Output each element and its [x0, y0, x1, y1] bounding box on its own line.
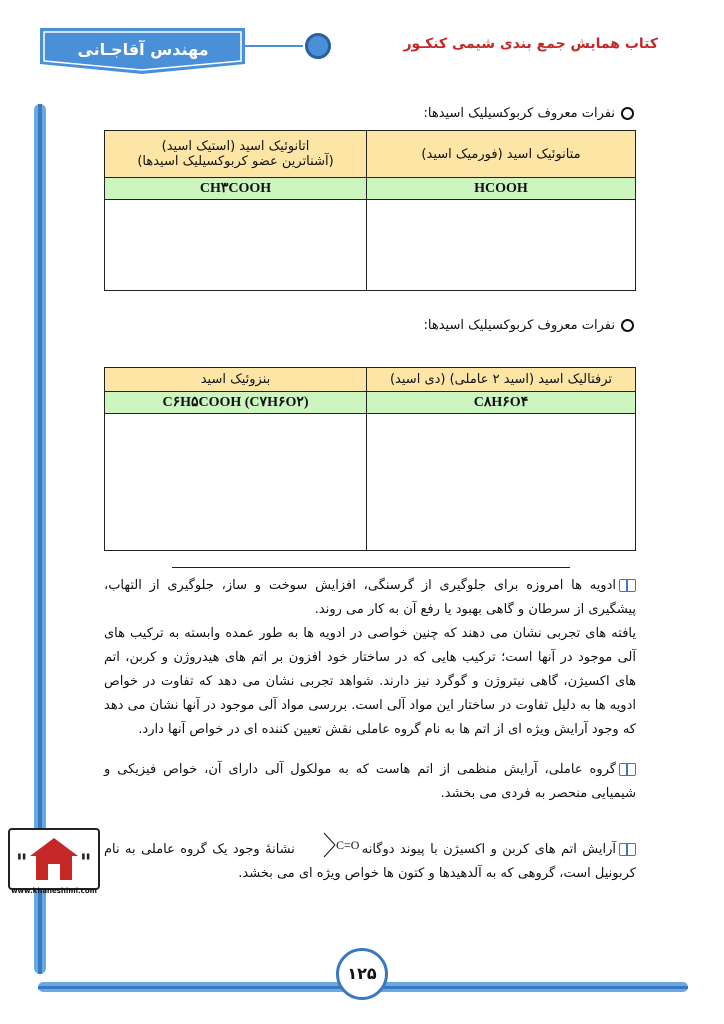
- paragraph-carbonyl: [104, 838, 636, 886]
- paragraph-functional-group: [104, 758, 636, 806]
- table2-formula-terephthalic: C۸H۶O۴: [367, 392, 636, 414]
- book-icon: [619, 843, 636, 856]
- table1-header-ethanoic: [105, 131, 367, 178]
- section1-table: [104, 130, 636, 291]
- page-number: ۱۲۵: [336, 948, 388, 1000]
- header-divider: [245, 45, 303, 47]
- svg-text:": ": [80, 851, 92, 876]
- book-title: کتاب همایش جمع بندی شیمی کنکـور: [403, 36, 658, 52]
- paragraph-functional-group-text: گروه عاملی، آرایش منظمی از اتم هاست که به مولکول آلی دارای آن، خواص فیزیکی و شیمیایی منحصر به فردی می بخشد.: [104, 762, 636, 801]
- section2-heading-text: نفرات معروف کربوکسیلیک اسیدها:: [423, 318, 615, 333]
- book-icon: [619, 579, 636, 592]
- table2-structure-cell-benzoic: [105, 414, 367, 551]
- paragraph-findings: یافته های تجربی نشان می دهند که چنین خواصی در ادویه ها به طور عمده وابسته به ترکیب های آلی موجود در آنها است؛ ترکیب هایی که در ساختار خود افزون بر اتم های هیدروژن و کربن، اتم های اکسیژن، گاهی نیتروژن و گوگرد نیز دارند. شواهد تجربی نشان می دهد که تفاوت در خواص ادویه ها به دلیل تفاوت در ساختار این مواد آلی است. بررسی مواد آلی موجود در آنها نشان می دهد که وجود آرایش ویژه ای از اتم ها به نام گروه عاملی نقش تعیین کننده ای در خواص آنها دارد.: [104, 626, 636, 737]
- section2-heading: [424, 318, 635, 333]
- table1-header-ethanoic-line2: (آشناترین عضو کربوکسیلیک اسیدها): [137, 154, 334, 169]
- table2-header-benzoic: بنزوئیک اسید: [105, 368, 367, 392]
- table2-header-terephthalic: ترفتالیک اسید (اسید ۲ عاملی) (دی اسید): [367, 368, 636, 392]
- bullet-ring-icon: [621, 319, 634, 332]
- section2-table: [104, 367, 636, 551]
- table1-header-methanoic: متانوئیک اسید (فورمیک اسید): [367, 131, 636, 178]
- table1-structure-cell-methanoic: [367, 200, 636, 291]
- svg-text:": ": [16, 851, 28, 876]
- author-badge-label: مهندس آقاجـانی: [77, 40, 209, 59]
- table2-formula-benzoic: C۶H۵COOH (C۷H۶O۲): [105, 392, 367, 414]
- header-circle-ornament: [305, 33, 331, 59]
- table1-formula-methanoic: HCOOH: [367, 178, 636, 200]
- table1-header-ethanoic-line1: اتانوئیک اسید (استیک اسید): [161, 139, 310, 154]
- table2-structure-cell-terephthalic: [367, 414, 636, 551]
- table1-structure-cell-ethanoic: [105, 200, 367, 291]
- table1-formula-ethanoic: CH۳COOH: [105, 178, 367, 200]
- bullet-ring-icon: [621, 107, 634, 120]
- section-separator: [172, 567, 570, 568]
- paragraph-spices: [104, 574, 636, 622]
- site-logo: [8, 828, 100, 890]
- carbonyl-structure-drawing: [322, 830, 370, 860]
- section1-heading: [424, 106, 635, 121]
- paragraph-carbonyl-text1: آرایش اتم های کربن و اکسیژن با پیوند دوگانه: [361, 842, 616, 857]
- site-url: www.khaneshimi.com: [11, 887, 97, 895]
- paragraph-carbonyl-text2: نشانهٔ وجود یک گروه عاملی به نام کربونیل است، گروهی که به آلدهیدها و کتون ها خواص ویژه ای می بخشد.: [104, 842, 636, 881]
- carbonyl-label: C=O: [336, 838, 360, 852]
- paragraph-spices-text: ادویه ها امروزه برای جلوگیری از گرسنگی، افزایش سوخت و ساز، جلوگیری از التهاب، پیشگیری از سرطان و گاهی بهبود یا رفع آن به کار می روند.: [104, 578, 636, 617]
- section1-heading-text: نفرات معروف کربوکسیلیک اسیدها:: [423, 106, 615, 121]
- book-icon: [619, 763, 636, 776]
